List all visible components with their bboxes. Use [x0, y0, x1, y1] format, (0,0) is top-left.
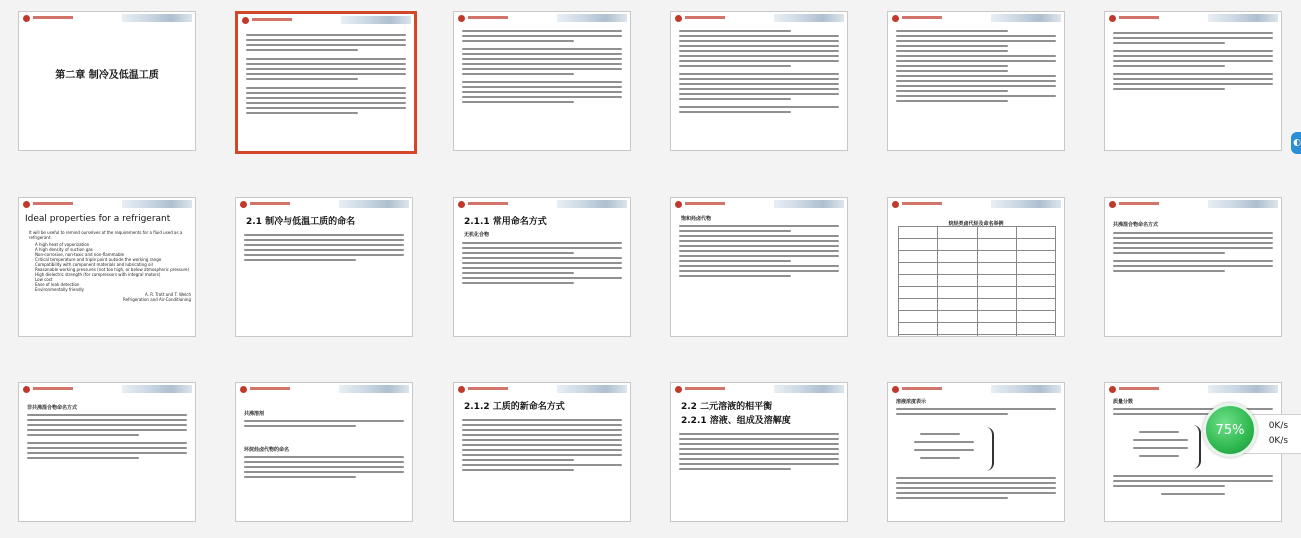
slide-body-text [896, 30, 1056, 105]
speed-booster-ball[interactable]: 75% [1203, 403, 1257, 457]
slide-title: 第二章 制冷及低温工质 [55, 70, 159, 81]
slide-body-text [244, 234, 404, 264]
slide-thumbnail-11[interactable] [887, 197, 1065, 337]
equation-brace [1129, 425, 1201, 469]
slide-thumbnail-6[interactable] [1104, 11, 1282, 151]
equation-brace [910, 427, 994, 471]
slide-body-text [1113, 232, 1273, 275]
slide-header [1105, 383, 1281, 394]
slide-body-text-2 [244, 456, 404, 481]
slide-body-text [462, 419, 622, 474]
school-logo-icon [1109, 15, 1116, 22]
header-banner-image [557, 200, 627, 208]
header-banner-image [991, 385, 1061, 393]
slide-header [454, 198, 630, 209]
school-logo-icon [675, 201, 682, 208]
header-banner-image [774, 385, 844, 393]
slide-subheading: 共沸混合物命名方式 [1113, 222, 1159, 228]
slide-title: 2.1 制冷与低温工质的命名 [246, 217, 356, 227]
slide-header [454, 12, 630, 23]
school-logo-icon [240, 386, 247, 393]
school-logo-icon [458, 201, 465, 208]
header-banner-image [339, 200, 409, 208]
slide-thumbnail-4[interactable] [670, 11, 848, 151]
header-banner-image [991, 14, 1061, 22]
school-logo-icon [1109, 386, 1116, 393]
slide-thumbnail-1[interactable] [18, 11, 196, 151]
slide-thumbnail-13[interactable] [18, 382, 196, 522]
school-logo-icon [23, 386, 30, 393]
header-banner-image [122, 200, 192, 208]
slide-thumbnail-14[interactable] [235, 382, 413, 522]
school-logo-icon [892, 386, 899, 393]
slide-header [888, 383, 1064, 394]
school-logo-icon [458, 15, 465, 22]
school-logo-icon [242, 17, 249, 24]
slide-body-text [462, 242, 622, 287]
slide-body-text [896, 408, 1056, 418]
slide-header [671, 383, 847, 394]
slide-subheading-2: 环烷烃卤代物的命名 [244, 447, 290, 453]
slide-body-text [679, 225, 839, 280]
naming-table [898, 226, 1056, 337]
header-banner-image [341, 16, 411, 24]
slide-header [1105, 198, 1281, 209]
side-tab-icon[interactable]: ◐ [1291, 132, 1301, 154]
slide-thumbnail-10[interactable] [670, 197, 848, 337]
slide-thumbnail-7[interactable] [18, 197, 196, 337]
school-logo-icon [892, 201, 899, 208]
school-logo-icon [240, 201, 247, 208]
school-logo-icon [1109, 201, 1116, 208]
school-logo-icon [23, 201, 30, 208]
slide-subheading: 饱和烃卤代物 [681, 216, 712, 222]
header-banner-image [122, 385, 192, 393]
header-banner-image [1208, 200, 1278, 208]
slide-title: 2.1.2 工质的新命名方式 [464, 402, 565, 412]
slide-subheading: 无机化合物 [464, 232, 490, 238]
slide-thumbnail-9[interactable] [453, 197, 631, 337]
school-logo-icon [458, 386, 465, 393]
slide-subtitle: 2.2.1 溶液、组成及溶解度 [681, 416, 791, 426]
header-banner-image [1208, 385, 1278, 393]
header-banner-image [991, 200, 1061, 208]
slide-title: 2.1.1 常用命名方式 [464, 217, 547, 227]
slide-header [888, 198, 1064, 209]
slide-body-text-2 [1113, 475, 1273, 495]
slide-title: 烷烃类卤代烃及命名举例 [948, 221, 1004, 227]
header-banner-image [557, 385, 627, 393]
slide-body-text [679, 433, 839, 473]
slide-header [888, 12, 1064, 23]
slide-title: 2.2 二元溶液的相平衡 [681, 402, 773, 412]
slide-thumbnail-8[interactable] [235, 197, 413, 337]
slide-body-text [1113, 32, 1273, 93]
header-banner-image [1208, 14, 1278, 22]
slide-body-text [462, 30, 622, 106]
slide-header [454, 383, 630, 394]
slide-header [19, 12, 195, 23]
slide-header [19, 383, 195, 394]
slide-thumbnail-16[interactable] [670, 382, 848, 522]
header-banner-image [774, 14, 844, 22]
slide-body-text [27, 414, 187, 462]
header-banner-image [339, 385, 409, 393]
header-banner-image [122, 14, 192, 22]
slide-subheading: 共沸溶剂 [244, 411, 265, 417]
slide-subheading: 非共沸混合物命名方式 [27, 405, 78, 411]
upload-speed: 0K/s [1268, 421, 1289, 431]
slide-body-text [679, 30, 839, 116]
header-banner-image [774, 200, 844, 208]
slide-body-text-2 [896, 477, 1056, 502]
slide-body-text [244, 420, 404, 430]
slide-thumbnail-12[interactable] [1104, 197, 1282, 337]
slide-header [19, 198, 195, 209]
download-speed: 0K/s [1268, 436, 1289, 446]
slide-thumbnail-3[interactable] [453, 11, 631, 151]
slide-thumbnail-17[interactable] [887, 382, 1065, 522]
slide-header [236, 383, 412, 394]
school-logo-icon [892, 15, 899, 22]
slide-header [671, 12, 847, 23]
school-logo-icon [675, 386, 682, 393]
slide-thumbnail-15[interactable] [453, 382, 631, 522]
slide-header [671, 198, 847, 209]
slide-body-text [246, 34, 406, 117]
slide-body-text: It will be useful to remind ourselves of the requirements for a fluid used as a refrigerant. A high heat of vaporization A high density of suction gas Non-corrosive, non-toxic and non-flammable Critical temperature and triple point outside the working range Compatibility with component materials and lubricating oil Reasonable working pressures (not too high, or below atmospheric pressure) High dielectric strength (for compressors with integral motors) Low cost Ease of leak detection Environmentally friendly A. R. Trott and T. Welch Refrigeration and Air-Conditioning [29, 230, 191, 302]
slide-thumbnail-5[interactable] [887, 11, 1065, 151]
slide-header [1105, 12, 1281, 23]
slide-thumbnail-2[interactable] [235, 11, 417, 154]
slide-header [236, 198, 412, 209]
school-logo-icon [675, 15, 682, 22]
header-banner-image [557, 14, 627, 22]
slide-header [238, 14, 414, 25]
slide-subheading: 溶液浓度表示 [896, 399, 927, 405]
school-logo-icon [23, 15, 30, 22]
slide-subheading: 质量分数 [1113, 399, 1134, 405]
slide-title: Ideal properties for a refrigerant [25, 214, 171, 224]
